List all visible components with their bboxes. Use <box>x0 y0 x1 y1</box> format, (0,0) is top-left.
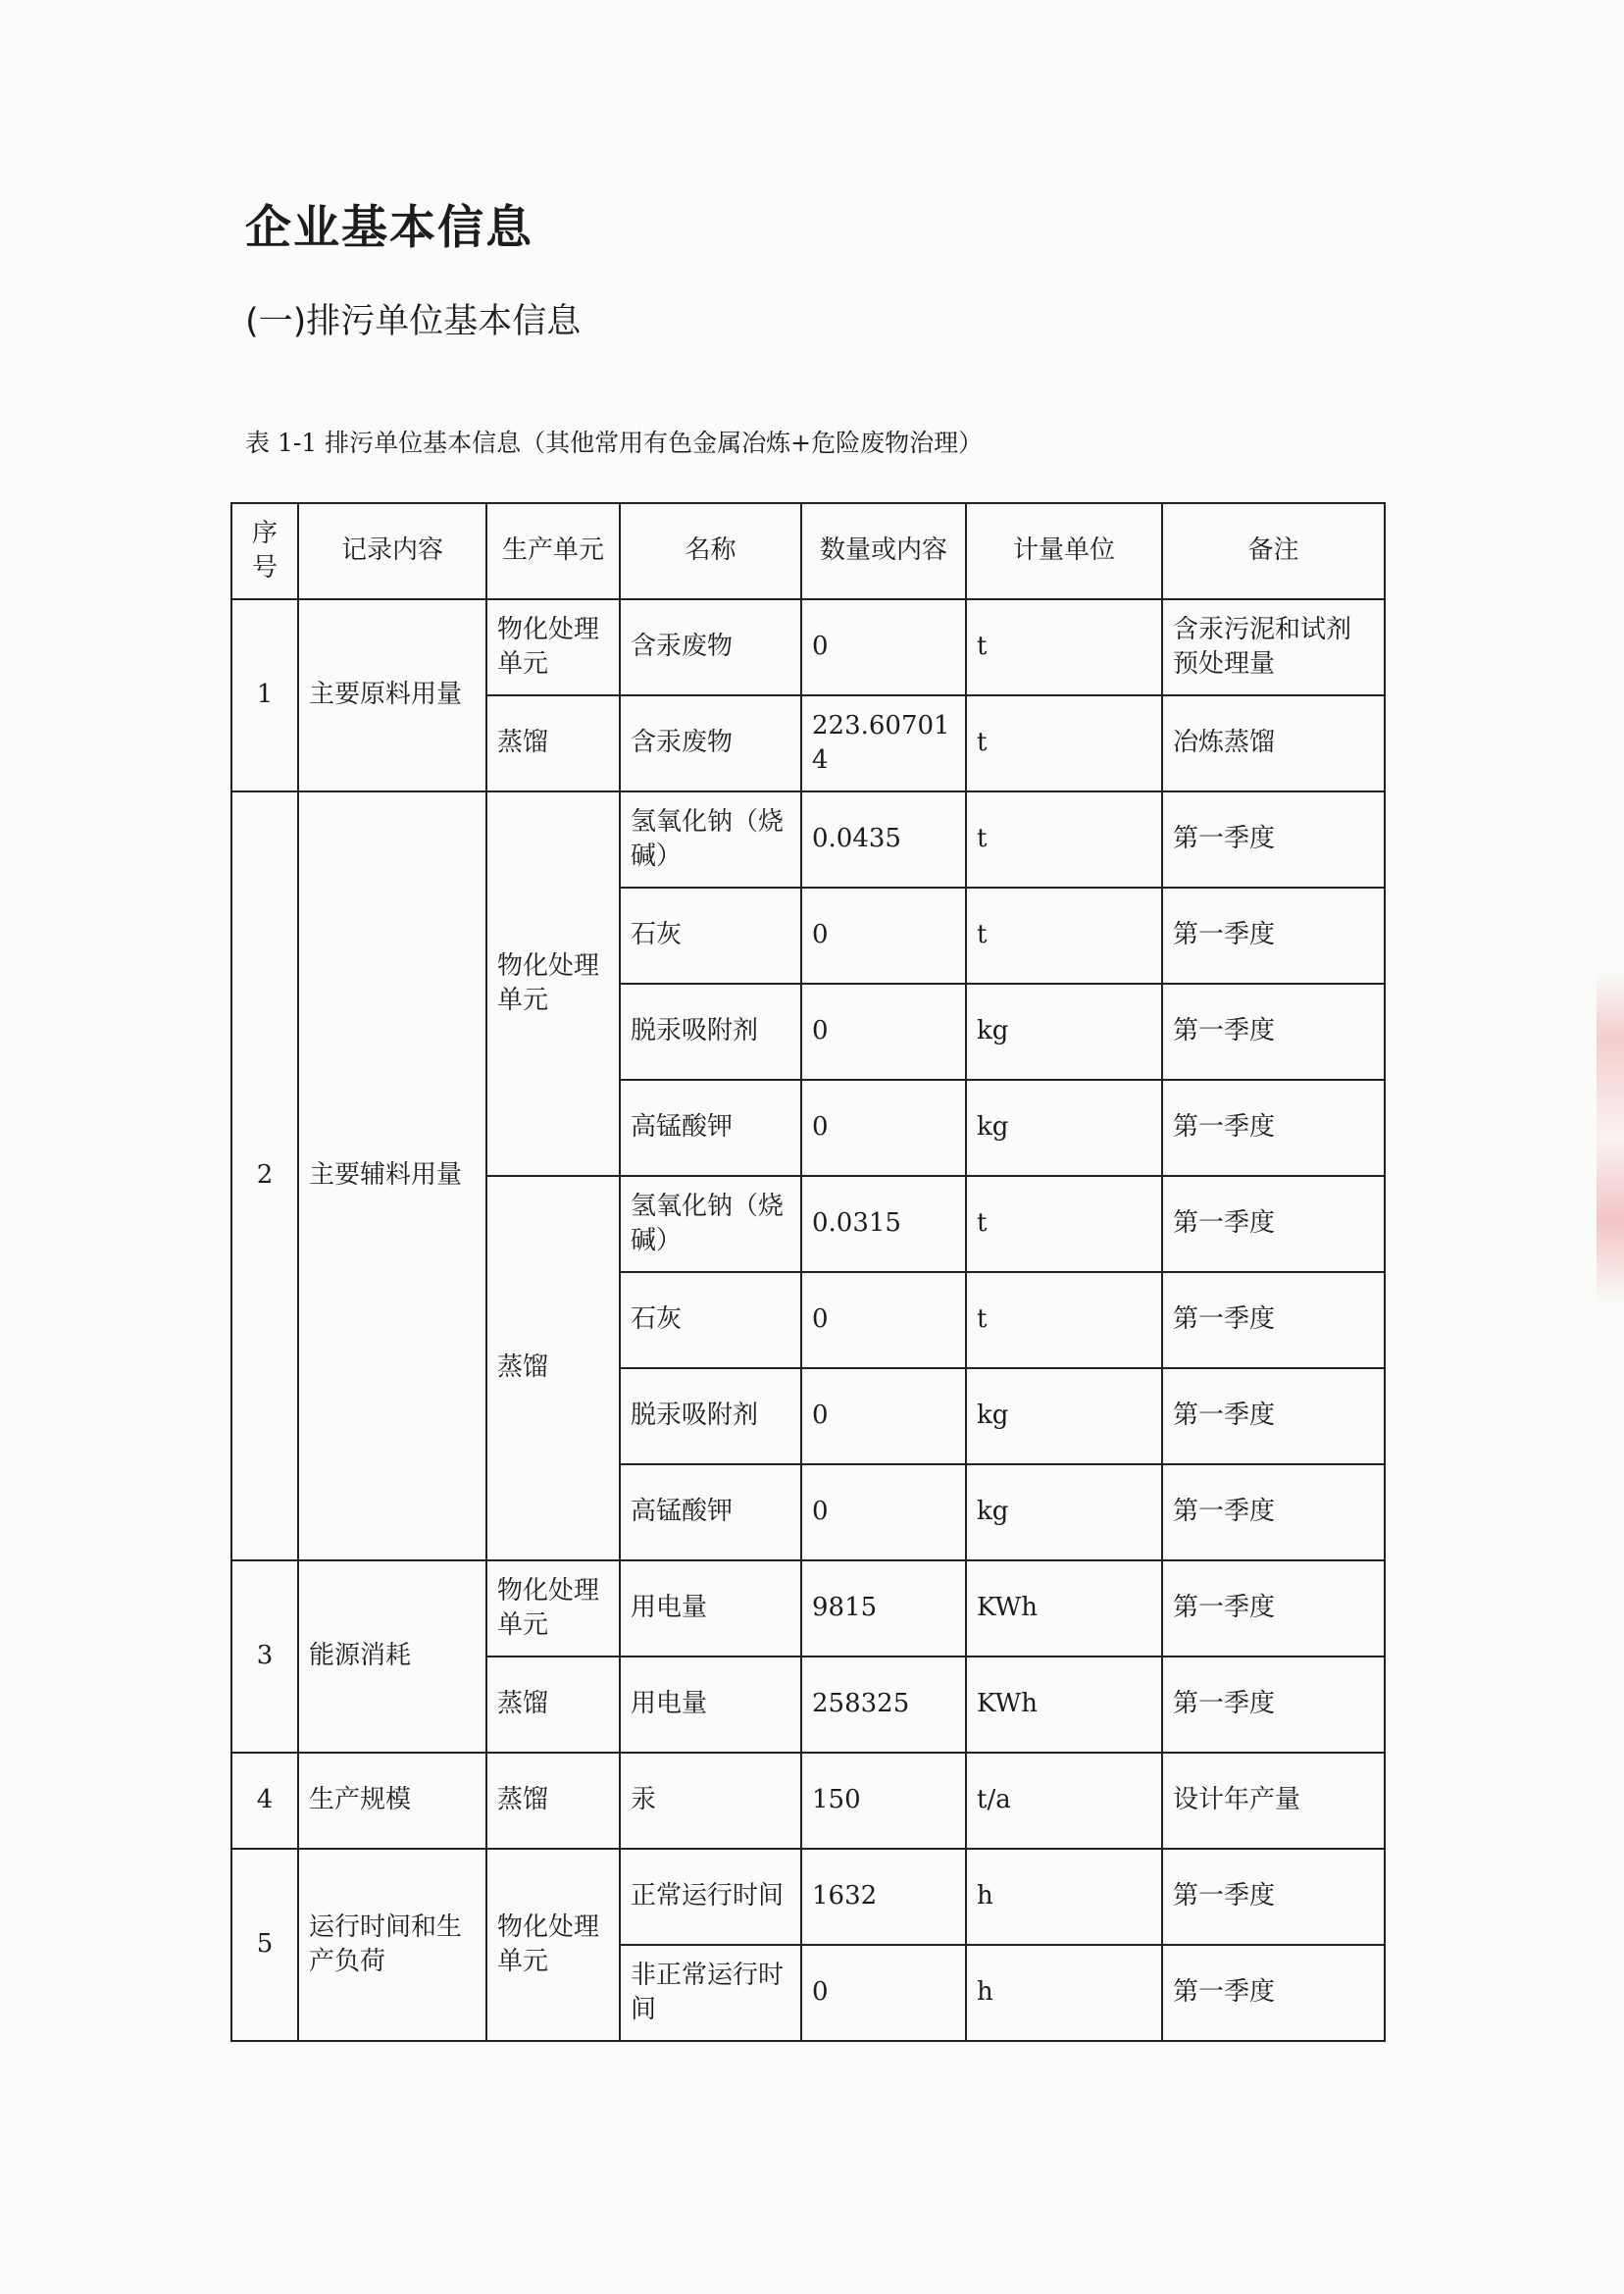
item-note: 第一季度 <box>1162 1849 1385 1945</box>
item-quantity: 0 <box>801 1080 966 1176</box>
item-quantity: 258325 <box>801 1657 966 1753</box>
item-note: 第一季度 <box>1162 1368 1385 1464</box>
item-quantity: 9815 <box>801 1560 966 1657</box>
table-row <box>231 791 1385 888</box>
item-note: 第一季度 <box>1162 1945 1385 2041</box>
table-row <box>231 1753 1385 1849</box>
item-note: 第一季度 <box>1162 1272 1385 1368</box>
section-title: (一)排污单位基本信息 <box>245 302 582 341</box>
production-unit: 物化处理单元 <box>486 1849 620 2041</box>
row-number: 5 <box>231 1849 298 2041</box>
item-name: 用电量 <box>620 1657 801 1753</box>
item-note: 冶炼蒸馏 <box>1162 695 1385 791</box>
item-unit: KWh <box>966 1657 1162 1753</box>
production-unit: 物化处理单元 <box>486 1560 620 1657</box>
page-title: 企业基本信息 <box>245 201 533 255</box>
item-name: 高锰酸钾 <box>620 1080 801 1176</box>
record-content: 运行时间和生产负荷 <box>298 1849 486 2041</box>
item-unit: kg <box>966 1368 1162 1464</box>
item-name: 汞 <box>620 1753 801 1849</box>
production-unit: 蒸馏 <box>486 1753 620 1849</box>
header-cell: 记录内容 <box>298 503 486 599</box>
production-unit: 蒸馏 <box>486 695 620 791</box>
production-unit: 蒸馏 <box>486 1657 620 1753</box>
item-name: 高锰酸钾 <box>620 1464 801 1560</box>
item-name: 用电量 <box>620 1560 801 1657</box>
table-row <box>231 1849 1385 1945</box>
item-unit: t <box>966 791 1162 888</box>
item-quantity: 0 <box>801 888 966 984</box>
item-unit: kg <box>966 984 1162 1080</box>
item-name: 脱汞吸附剂 <box>620 1368 801 1464</box>
item-unit: t <box>966 695 1162 791</box>
item-quantity: 0.0435 <box>801 791 966 888</box>
item-note: 第一季度 <box>1162 1560 1385 1657</box>
item-note: 含汞污泥和试剂预处理量 <box>1162 599 1385 695</box>
item-quantity: 0 <box>801 1464 966 1560</box>
item-name: 石灰 <box>620 1272 801 1368</box>
item-name: 含汞废物 <box>620 599 801 695</box>
item-unit: kg <box>966 1080 1162 1176</box>
item-unit: t <box>966 1272 1162 1368</box>
item-name: 氢氧化钠（烧碱） <box>620 791 801 888</box>
row-number: 4 <box>231 1753 298 1849</box>
record-content: 主要辅料用量 <box>298 791 486 1560</box>
item-note: 第一季度 <box>1162 1464 1385 1560</box>
item-note: 第一季度 <box>1162 888 1385 984</box>
item-unit: kg <box>966 1464 1162 1560</box>
item-quantity: 0 <box>801 1945 966 2041</box>
record-content: 主要原料用量 <box>298 599 486 791</box>
item-unit: h <box>966 1945 1162 2041</box>
item-note: 第一季度 <box>1162 1657 1385 1753</box>
item-unit: KWh <box>966 1560 1162 1657</box>
item-name: 含汞废物 <box>620 695 801 791</box>
item-unit: t <box>966 888 1162 984</box>
production-unit: 物化处理单元 <box>486 599 620 695</box>
row-number: 2 <box>231 791 298 1560</box>
item-note: 第一季度 <box>1162 1176 1385 1272</box>
item-note: 第一季度 <box>1162 984 1385 1080</box>
item-name: 非正常运行时间 <box>620 1945 801 2041</box>
item-note: 设计年产量 <box>1162 1753 1385 1849</box>
item-quantity: 0 <box>801 984 966 1080</box>
production-unit: 蒸馏 <box>486 1176 620 1560</box>
item-quantity: 150 <box>801 1753 966 1849</box>
item-quantity: 0 <box>801 599 966 695</box>
red-stamp-fragment <box>1597 971 1624 1304</box>
record-content: 能源消耗 <box>298 1560 486 1753</box>
row-number: 1 <box>231 599 298 791</box>
item-unit: t <box>966 1176 1162 1272</box>
header-cell: 备注 <box>1162 503 1385 599</box>
table-row <box>231 599 1385 695</box>
item-quantity: 223.607014 <box>801 695 966 791</box>
table-caption: 表 1-1 排污单位基本信息（其他常用有色金属冶炼+危险废物治理） <box>245 429 984 457</box>
item-note: 第一季度 <box>1162 791 1385 888</box>
item-unit: h <box>966 1849 1162 1945</box>
header-cell: 计量单位 <box>966 503 1162 599</box>
info-table <box>230 502 1386 2042</box>
item-note: 第一季度 <box>1162 1080 1385 1176</box>
item-quantity: 1632 <box>801 1849 966 1945</box>
row-number: 3 <box>231 1560 298 1753</box>
item-unit: t <box>966 599 1162 695</box>
item-unit: t/a <box>966 1753 1162 1849</box>
header-cell: 数量或内容 <box>801 503 966 599</box>
item-name: 正常运行时间 <box>620 1849 801 1945</box>
header-cell: 序号 <box>231 503 298 599</box>
item-quantity: 0 <box>801 1368 966 1464</box>
header-cell: 名称 <box>620 503 801 599</box>
header-row <box>231 503 1385 599</box>
record-content: 生产规模 <box>298 1753 486 1849</box>
item-quantity: 0.0315 <box>801 1176 966 1272</box>
item-name: 脱汞吸附剂 <box>620 984 801 1080</box>
production-unit: 物化处理单元 <box>486 791 620 1176</box>
item-name: 石灰 <box>620 888 801 984</box>
table-row <box>231 1560 1385 1657</box>
item-quantity: 0 <box>801 1272 966 1368</box>
item-name: 氢氧化钠（烧碱） <box>620 1176 801 1272</box>
header-cell: 生产单元 <box>486 503 620 599</box>
